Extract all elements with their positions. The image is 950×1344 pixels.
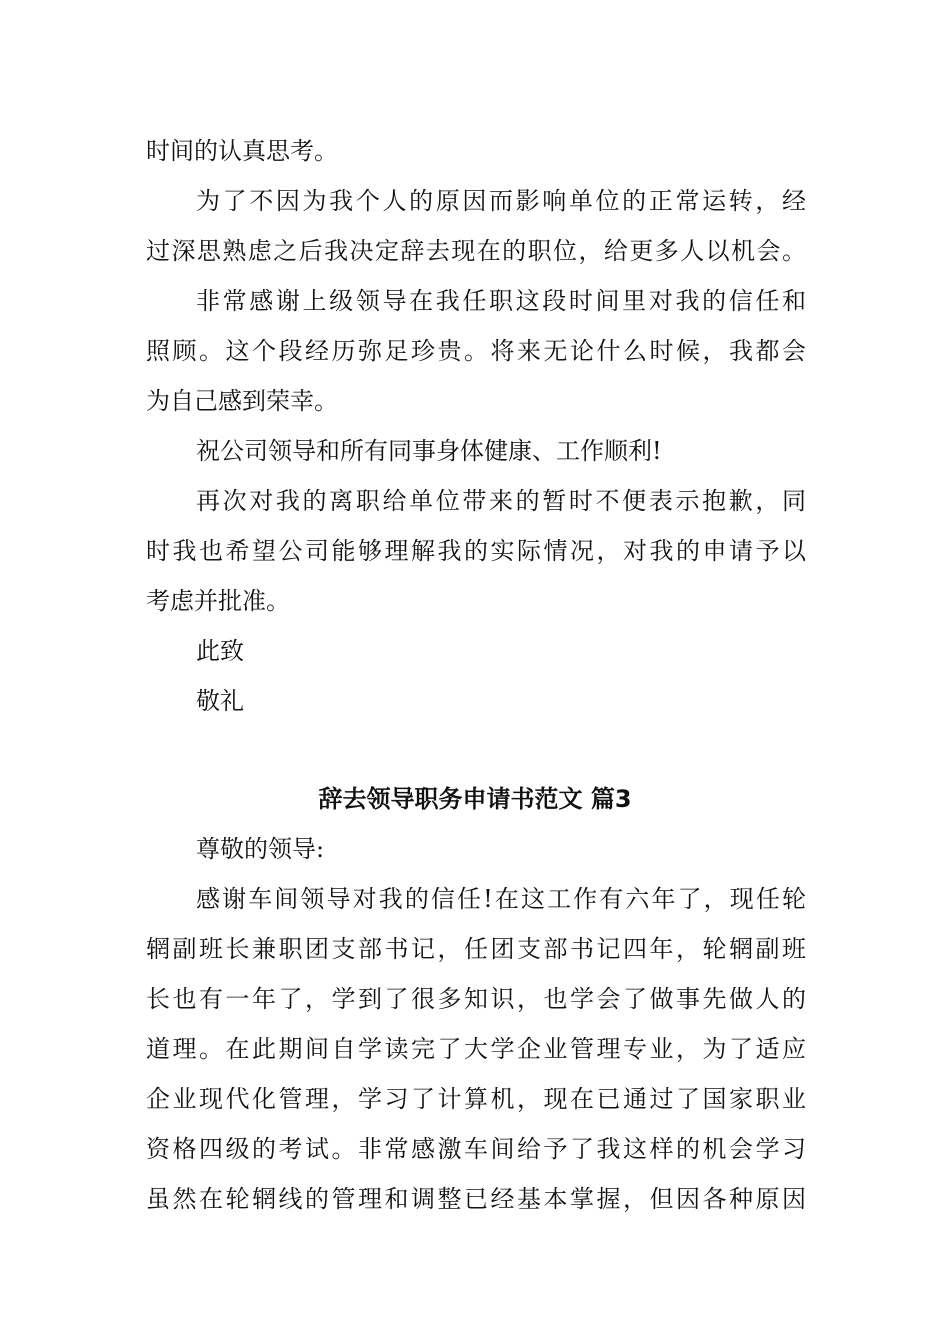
paragraph-line: 再次对我的离职给单位带来的暂时不便表示抱歉，同	[196, 487, 806, 515]
greeting-line: 尊敬的领导:	[196, 835, 325, 863]
paragraph-line: 长也有一年了，学到了很多知识，也学会了做事先做人的	[146, 985, 806, 1013]
section-heading: 辞去领导职务申请书范文 篇3	[318, 785, 632, 813]
paragraph-line: 为自己感到荣幸。	[146, 387, 338, 415]
paragraph-line: 时间的认真思考。	[146, 137, 338, 165]
paragraph-line: 虽然在轮辋线的管理和调整已经基本掌握，但因各种原因	[146, 1185, 806, 1213]
closing-regards: 敬礼	[196, 687, 244, 715]
paragraph-line: 企业现代化管理，学习了计算机，现在已通过了国家职业	[146, 1085, 806, 1113]
paragraph-line: 感谢车间领导对我的信任!在这工作有六年了，现任轮	[196, 885, 806, 913]
paragraph-line: 考虑并批准。	[146, 587, 290, 615]
paragraph-line: 道理。在此期间自学读完了大学企业管理专业，为了适应	[146, 1035, 806, 1063]
paragraph-line: 照顾。这个段经历弥足珍贵。将来无论什么时候，我都会	[146, 337, 806, 365]
paragraph-line: 过深思熟虑之后我决定辞去现在的职位，给更多人以机会。	[146, 237, 806, 265]
paragraph-line: 辋副班长兼职团支部书记，任团支部书记四年，轮辋副班	[146, 935, 806, 963]
paragraph-line: 为了不因为我个人的原因而影响单位的正常运转，经	[196, 187, 806, 215]
paragraph-line: 时我也希望公司能够理解我的实际情况，对我的申请予以	[146, 537, 806, 565]
paragraph-line: 非常感谢上级领导在我任职这段时间里对我的信任和	[196, 287, 806, 315]
closing-salutation: 此致	[196, 637, 244, 665]
paragraph-line: 祝公司领导和所有同事身体健康、工作顺利!	[196, 437, 662, 465]
paragraph-line: 资格四级的考试。非常感激车间给予了我这样的机会学习	[146, 1135, 806, 1163]
